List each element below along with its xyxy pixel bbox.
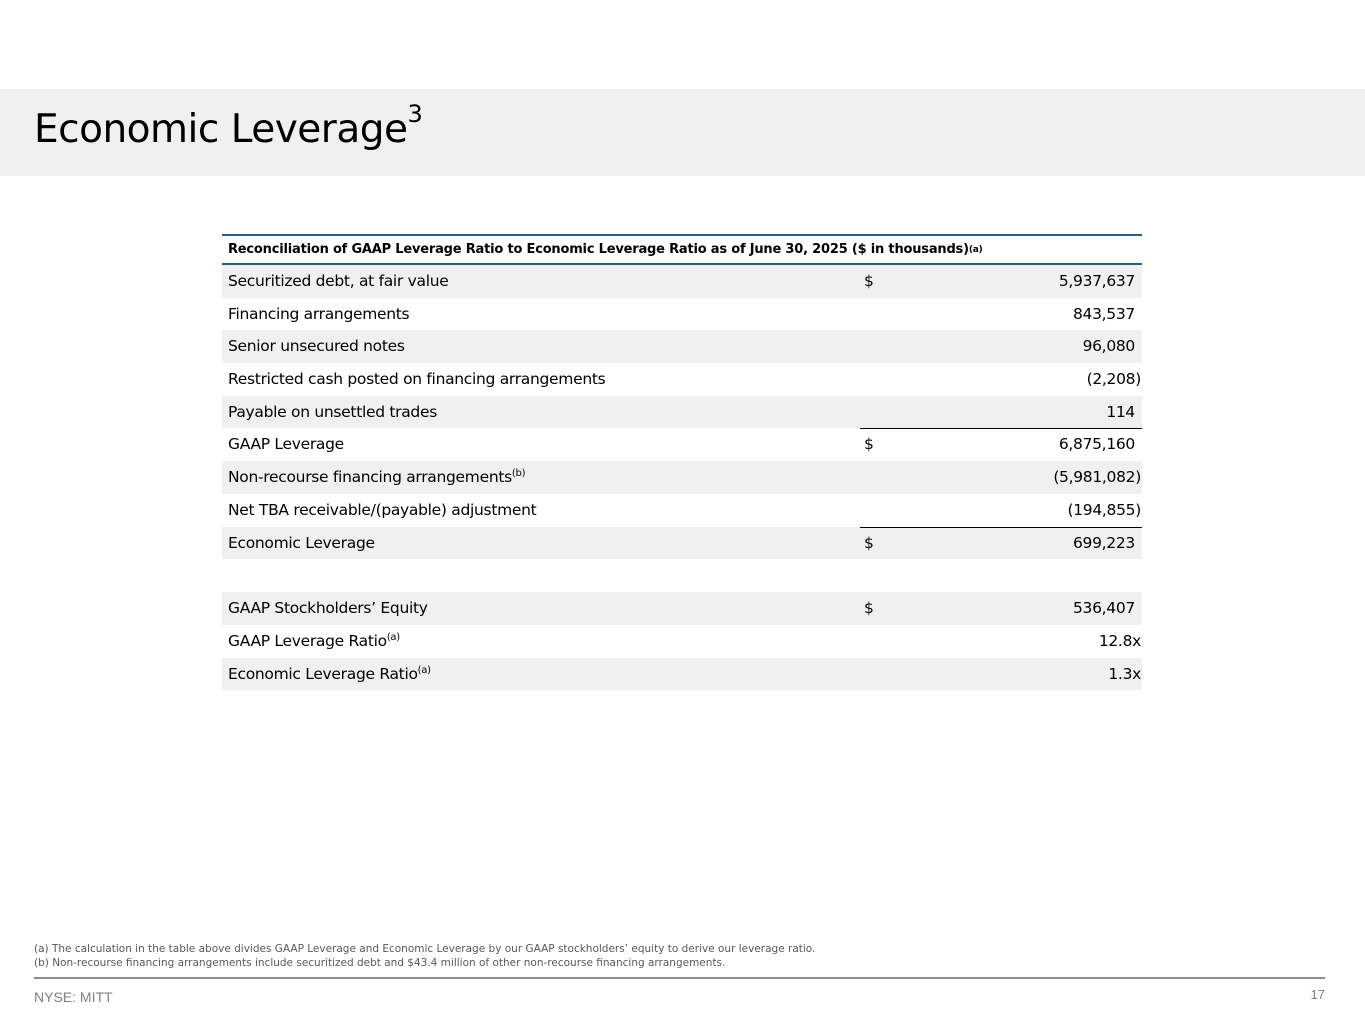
row-amount: (2,208) [1086,370,1141,389]
table-row [222,592,1142,625]
row-currency: $ [864,435,874,454]
table-row [222,625,1142,658]
row-amount: 1.3x [1108,664,1141,683]
table-row [222,363,1142,396]
row-currency: $ [864,272,874,290]
footnote-b: (b) Non-recourse financing arrangements include securitized debt and $43.4 million of other non-recourse financing arrangements. [34,957,726,969]
table-row [222,658,1142,691]
row-currency: $ [864,599,874,618]
row-amount: 96,080 [1082,337,1135,356]
table-row [222,298,1142,331]
table-row-total [222,527,1142,560]
footer-ticker: NYSE: MITT [34,989,113,1005]
row-amount: 536,407 [1073,599,1135,618]
page-number: 17 [1310,987,1325,1002]
table-row [222,396,1142,429]
table-row [222,330,1142,363]
row-amount: 699,223 [1073,533,1135,552]
table-row [222,461,1142,494]
row-label: GAAP Stockholders’ Equity [228,599,428,618]
table-row [222,494,1142,527]
row-label: Economic Leverage Ratio$^{(a)}$ [228,664,431,683]
footnotes [34,942,815,970]
table-spacer [222,559,1142,592]
row-currency: $ [864,533,874,552]
table-header: Reconciliation of GAAP Leverage Ratio to Economic Leverage Ratio as of June 30, 2025 ($ in thousands) (a) [222,234,1142,265]
table-row [222,265,1142,298]
row-amount: 843,537 [1073,304,1135,323]
row-label: Securitized debt, at fair value [228,272,449,290]
row-label: Restricted cash posted on financing arrangements [228,370,606,389]
row-label: Senior unsecured notes [228,337,405,356]
row-amount: 5,937,637 [1058,272,1135,290]
row-amount: 6,875,160 [1058,435,1135,454]
footer-divider [34,977,1325,979]
page-title: Economic Leverage$^3$ [34,100,423,152]
table-row-total [222,428,1142,461]
footnote-a: (a) The calculation in the table above divides GAAP Leverage and Economic Leverage by our GAAP stockholders’ equity to derive our leverage ratio. [34,943,816,955]
row-label: GAAP Leverage [228,435,344,454]
reconciliation-table [222,234,1142,690]
title-superscript: 3 [407,100,423,128]
row-label: Payable on unsettled trades [228,402,437,421]
row-label: GAAP Leverage Ratio$^{(a)}$ [228,631,400,650]
row-amount: 12.8x [1098,631,1141,650]
row-label: Economic Leverage [228,533,375,552]
row-amount: 114 [1106,402,1135,421]
row-label: Net TBA receivable/(payable) adjustment [228,500,537,519]
row-label: Non-recourse financing arrangements$^{(b)}$ [228,467,526,487]
row-amount: (194,855) [1067,500,1141,519]
row-label: Financing arrangements [228,304,410,323]
row-amount: (5,981,082) [1053,468,1141,487]
